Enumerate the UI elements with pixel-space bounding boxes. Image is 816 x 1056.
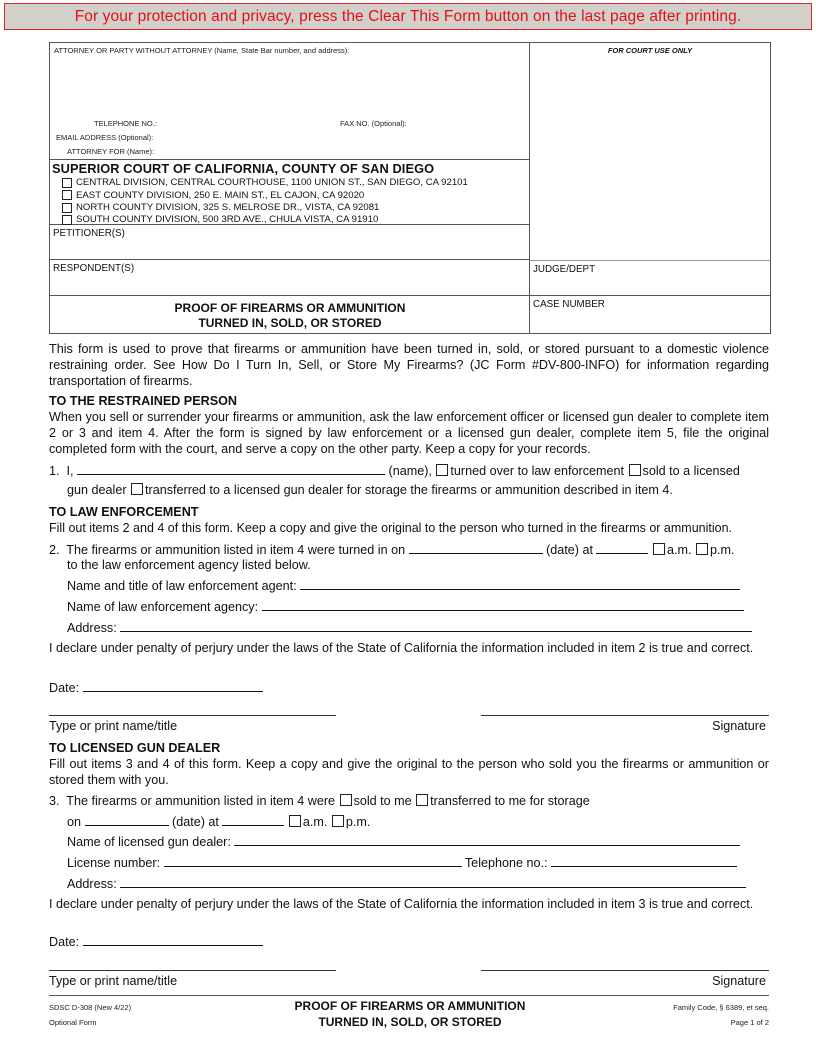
le-name-line[interactable]: [49, 715, 336, 716]
transferred-to-me-checkbox[interactable]: [416, 794, 428, 806]
case-number-cell[interactable]: [530, 296, 770, 333]
dealer-time-field[interactable]: [222, 814, 284, 826]
le-date-row: Date:: [49, 680, 263, 696]
division-south[interactable]: SOUTH COUNTY DIVISION, 500 3RD AVE., CHULA VISTA, CA 91910: [62, 214, 378, 225]
law-enforcement-text: Fill out items 2 and 4 of this form. Keep a copy and give the original to the person who turned in the firearms or ammunition.: [49, 521, 732, 535]
email-label: EMAIL ADDRESS (Optional):: [56, 133, 154, 142]
footer-title: PROOF OF FIREARMS OR AMMUNITION TURNED IN, SOLD, OR STORED: [294, 999, 526, 1029]
petitioner-cell[interactable]: [50, 225, 530, 260]
division-central[interactable]: CENTRAL DIVISION, CENTRAL COURTHOUSE, 1100 UNION ST., SAN DIEGO, CA 92101: [62, 177, 468, 188]
respondent-label: RESPONDENT(S): [53, 263, 135, 274]
attorney-label: ATTORNEY OR PARTY WITHOUT ATTORNEY (Name, State Bar number, and address):: [54, 46, 350, 55]
judge-dept-cell[interactable]: [530, 260, 770, 296]
restrained-text: When you sell or surrender your firearms or ammunition, ask the law enforcement officer or licensed gun dealer to complete item 2 or 3 and item 4. After the form is signed by law enforcement or a licensed gun dealer, complete item 5, file the original completed form with the court, and serve a copy on the other party. Keep a copy for your records.: [49, 410, 769, 457]
dealer-name-title-label: Type or print name/title: [49, 974, 178, 988]
case-number-label: CASE NUMBER: [533, 299, 605, 310]
attorney-cell[interactable]: [50, 43, 530, 160]
dealer-name-row: Name of licensed gun dealer:: [67, 834, 740, 850]
caption-box: [49, 42, 771, 334]
dealer-declaration: I declare under penalty of perjury under the laws of the State of California the information included in item 3 is true and correct.: [49, 897, 754, 911]
le-signature-line[interactable]: [481, 715, 769, 716]
le-signature-label: Signature: [712, 719, 766, 733]
form-id: SDSC D-308 (New 4/22): [49, 1003, 132, 1012]
intro-text: This form is used to prove that firearms or ammunition have been turned in, sold, or stored pursuant to a domestic violence restraining order. See How Do I Turn In, Sell, or Store My Firearms? (JC Form #DV-800-INFO) for information regarding transportation of firearms.: [49, 342, 769, 389]
form-title-cell: [50, 296, 530, 333]
license-row: License number: Telephone no.:: [67, 855, 737, 871]
petitioner-label: PETITIONER(S): [53, 228, 125, 239]
division-east[interactable]: EAST COUNTY DIVISION, 250 E. MAIN ST., EL CAJON, CA 92020: [62, 190, 364, 201]
item-1-line-2: gun dealer transferred to a licensed gun dealer for storage the firearms or ammunition described in item 4.: [67, 483, 673, 497]
court-name: SUPERIOR COURT OF CALIFORNIA, COUNTY OF SAN DIEGO: [52, 161, 435, 176]
le-address-row: Address:: [67, 620, 752, 636]
license-number-field[interactable]: [164, 855, 462, 867]
dealer-am-checkbox[interactable]: [289, 815, 301, 827]
dealer-date-field[interactable]: [85, 814, 169, 826]
item-1-line-1: 1. I, (name), turned over to law enforcement sold to a licensed: [49, 464, 740, 478]
turned-over-checkbox[interactable]: [436, 464, 448, 476]
transferred-storage-checkbox[interactable]: [131, 483, 143, 495]
telephone-label: TELEPHONE NO.:: [94, 119, 157, 128]
court-use-cell: [530, 43, 770, 260]
dealer-signature-label: Signature: [712, 974, 766, 988]
item-3-line-2: on (date) at a.m. p.m.: [67, 815, 371, 829]
le-date-field[interactable]: [83, 680, 263, 692]
dealer-date-row: Date:: [49, 934, 263, 950]
le-address-field[interactable]: [120, 620, 752, 632]
judge-dept-label: JUDGE/DEPT: [533, 264, 596, 275]
form-title: PROOF OF FIREARMS OR AMMUNITION TURNED IN, SOLD, OR STORED: [174, 301, 406, 330]
le-declaration: I declare under penalty of perjury under the laws of the State of California the information included in item 2 is true and correct.: [49, 641, 754, 655]
law-enforcement-heading: TO LAW ENFORCEMENT: [49, 505, 199, 519]
gun-dealer-heading: TO LICENSED GUN DEALER: [49, 741, 221, 755]
turned-in-time-field[interactable]: [596, 542, 648, 554]
respondent-cell[interactable]: [50, 260, 530, 296]
item-3-line-1: 3. The firearms or ammunition listed in item 4 were sold to me transferred to me for storage: [49, 794, 590, 808]
dealer-address-row: Address:: [67, 876, 746, 892]
court-cell: [50, 160, 530, 225]
checkbox[interactable]: [62, 215, 72, 225]
agency-row: Name of law enforcement agency:: [67, 599, 744, 615]
dealer-address-field[interactable]: [120, 876, 746, 888]
dealer-name-line[interactable]: [49, 970, 336, 971]
gun-dealer-text: Fill out items 3 and 4 of this form. Keep a copy and give the original to the person who sold you the firearms or ammunition or stored them with you.: [49, 757, 769, 788]
sold-to-me-checkbox[interactable]: [340, 794, 352, 806]
page-number: Page 1 of 2: [730, 1018, 769, 1027]
dealer-name-field[interactable]: [234, 834, 740, 846]
sold-checkbox[interactable]: [629, 464, 641, 476]
family-code-ref: Family Code, § 6389, et seq.: [673, 1003, 769, 1012]
checkbox[interactable]: [62, 203, 72, 213]
division-north[interactable]: NORTH COUNTY DIVISION, 325 S. MELROSE DR., VISTA, CA 92081: [62, 202, 379, 213]
dealer-pm-checkbox[interactable]: [332, 815, 344, 827]
am-checkbox[interactable]: [653, 543, 665, 555]
checkbox[interactable]: [62, 178, 72, 188]
privacy-banner: For your protection and privacy, press the Clear This Form button on the last page after printing.: [4, 3, 812, 30]
checkbox[interactable]: [62, 190, 72, 200]
turned-in-date-field[interactable]: [409, 542, 543, 554]
pm-checkbox[interactable]: [696, 543, 708, 555]
restrained-heading: TO THE RESTRAINED PERSON: [49, 394, 237, 408]
dealer-telephone-field[interactable]: [551, 855, 737, 867]
dealer-sign-date-field[interactable]: [83, 934, 263, 946]
optional-form-label: Optional Form: [49, 1018, 97, 1027]
fax-label: FAX NO. (Optional):: [340, 119, 407, 128]
attorney-for-label: ATTORNEY FOR (Name):: [67, 147, 155, 156]
footer-divider: [49, 995, 769, 996]
court-use-label: FOR COURT USE ONLY: [607, 46, 693, 55]
name-field[interactable]: [77, 463, 385, 475]
agent-name-field[interactable]: [300, 578, 740, 590]
item-2-line-2: to the law enforcement agency listed below.: [67, 558, 311, 572]
agent-row: Name and title of law enforcement agent:: [67, 578, 740, 594]
le-name-title-label: Type or print name/title: [49, 719, 178, 733]
dealer-signature-line[interactable]: [481, 970, 769, 971]
item-2-line-1: 2. The firearms or ammunition listed in item 4 were turned in on (date) at a.m. p.m.: [49, 543, 735, 557]
agency-name-field[interactable]: [262, 599, 744, 611]
